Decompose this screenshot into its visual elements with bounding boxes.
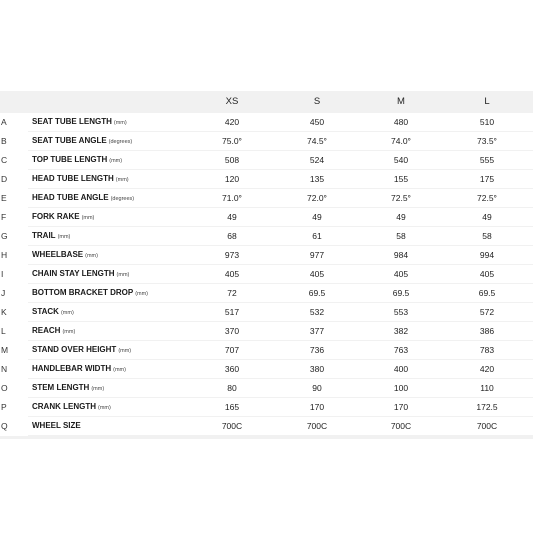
value-cell-s: 61 bbox=[312, 231, 322, 241]
table-row bbox=[0, 398, 533, 417]
value-cell-l: 783 bbox=[479, 345, 495, 355]
measurement-name bbox=[32, 398, 111, 416]
value-cell-l: 72.5° bbox=[477, 193, 497, 203]
value-cell-l: 110 bbox=[480, 383, 494, 393]
measurement-name bbox=[32, 189, 134, 207]
value-cell-s: 90 bbox=[312, 383, 322, 393]
value-cell-xs: 75.0° bbox=[222, 136, 242, 146]
value-cell-m: 400 bbox=[393, 364, 409, 374]
measurement-label: WHEELBASE bbox=[32, 250, 84, 259]
value-cell-m: 405 bbox=[393, 269, 409, 279]
table-row bbox=[0, 417, 533, 436]
measurement-name bbox=[32, 417, 81, 435]
measurement-name bbox=[32, 227, 70, 245]
measurement-label: STACK bbox=[32, 307, 59, 316]
measurement-unit: (mm) bbox=[116, 272, 130, 278]
measurement-unit: (mm) bbox=[91, 386, 105, 392]
value-cell-l: 172.5 bbox=[476, 402, 498, 412]
table-row bbox=[0, 303, 533, 322]
value-cell-l: 175 bbox=[479, 174, 495, 184]
measurement-name bbox=[32, 284, 148, 302]
value-cell-l: 700C bbox=[476, 421, 498, 431]
value-cell-l: 58 bbox=[482, 231, 492, 241]
value-cell-xs: 360 bbox=[224, 364, 240, 374]
measurement-name bbox=[32, 170, 129, 188]
value-cell-s: 700C bbox=[306, 421, 328, 431]
value-cell-m: 553 bbox=[393, 307, 409, 317]
value-cell-xs: 80 bbox=[227, 383, 237, 393]
row-letter: F bbox=[1, 212, 7, 222]
measurement-name bbox=[32, 360, 126, 378]
value-cell-s: 69.5 bbox=[308, 288, 326, 298]
value-cell-m: 49 bbox=[396, 212, 406, 222]
value-cell-s: 405 bbox=[309, 269, 325, 279]
measurement-name bbox=[32, 379, 104, 397]
value-cell-xs: 420 bbox=[224, 117, 240, 127]
value-cell-xs: 165 bbox=[224, 402, 240, 412]
value-cell-xs: 49 bbox=[227, 212, 237, 222]
measurement-name bbox=[32, 246, 98, 264]
measurement-unit: (mm) bbox=[60, 310, 74, 316]
table-row bbox=[0, 284, 533, 303]
measurement-label: CRANK LENGTH bbox=[32, 402, 96, 411]
measurement-name bbox=[32, 151, 122, 169]
value-cell-l: 49 bbox=[482, 212, 492, 222]
measurement-unit: (mm) bbox=[85, 253, 98, 259]
measurement-label: WHEEL SIZE bbox=[32, 421, 81, 430]
measurement-unit: (mm) bbox=[135, 291, 149, 297]
measurement-label: STEM LENGTH bbox=[32, 383, 90, 392]
value-cell-s: 135 bbox=[309, 174, 325, 184]
measurement-label: REACH bbox=[32, 326, 61, 335]
value-cell-s: 72.0° bbox=[307, 193, 327, 203]
size-header-l: L bbox=[484, 96, 490, 107]
value-cell-m: 984 bbox=[393, 250, 409, 260]
measurement-label: SEAT TUBE ANGLE bbox=[32, 136, 107, 145]
table-row bbox=[0, 227, 533, 246]
value-cell-s: 74.5° bbox=[307, 136, 327, 146]
table-row bbox=[0, 170, 533, 189]
measurement-name bbox=[32, 322, 75, 340]
value-cell-s: 49 bbox=[312, 212, 322, 222]
value-cell-s: 380 bbox=[309, 364, 325, 374]
table-row bbox=[0, 113, 533, 132]
size-header-m: M bbox=[397, 96, 405, 107]
value-cell-xs: 370 bbox=[224, 326, 240, 336]
geometry-table bbox=[0, 91, 533, 439]
value-cell-l: 510 bbox=[479, 117, 495, 127]
row-letter: O bbox=[1, 383, 8, 393]
measurement-unit: (degrees) bbox=[110, 196, 135, 202]
table-row bbox=[0, 379, 533, 398]
table-row bbox=[0, 132, 533, 151]
row-letter: P bbox=[1, 402, 7, 412]
value-cell-m: 74.0° bbox=[391, 136, 411, 146]
size-header-s: S bbox=[313, 96, 321, 107]
table-row bbox=[0, 189, 533, 208]
measurement-label: CHAIN STAY LENGTH bbox=[32, 269, 115, 278]
measurement-unit: (mm) bbox=[62, 329, 76, 335]
value-cell-m: 100 bbox=[393, 383, 409, 393]
measurement-unit: (mm) bbox=[109, 158, 123, 164]
measurement-name bbox=[32, 265, 129, 283]
measurement-label: FORK RAKE bbox=[32, 212, 80, 221]
row-letter: E bbox=[1, 193, 7, 203]
row-letter: M bbox=[1, 345, 9, 355]
measurement-name bbox=[32, 303, 74, 321]
value-cell-l: 73.5° bbox=[477, 136, 497, 146]
value-cell-xs: 707 bbox=[224, 345, 240, 355]
value-cell-l: 386 bbox=[479, 326, 495, 336]
value-cell-l: 420 bbox=[479, 364, 495, 374]
measurement-label: SEAT TUBE LENGTH bbox=[32, 117, 112, 126]
row-letter: I bbox=[1, 269, 4, 279]
measurement-unit: (mm) bbox=[98, 405, 111, 411]
table-row bbox=[0, 341, 533, 360]
measurement-name bbox=[32, 208, 94, 226]
row-letter: D bbox=[1, 174, 8, 184]
value-cell-l: 69.5 bbox=[478, 288, 496, 298]
value-cell-xs: 71.0° bbox=[222, 193, 242, 203]
measurement-name bbox=[32, 113, 127, 131]
measurement-unit: (mm) bbox=[113, 367, 126, 373]
value-cell-xs: 973 bbox=[224, 250, 240, 260]
table-row bbox=[0, 265, 533, 284]
measurement-label: HEAD TUBE LENGTH bbox=[32, 174, 114, 183]
table-row bbox=[0, 151, 533, 170]
measurement-label: BOTTOM BRACKET DROP bbox=[32, 288, 134, 297]
value-cell-m: 72.5° bbox=[391, 193, 411, 203]
measurement-label: HANDLEBAR WIDTH bbox=[32, 364, 112, 373]
measurement-label: TOP TUBE LENGTH bbox=[32, 155, 108, 164]
value-cell-xs: 68 bbox=[227, 231, 237, 241]
measurement-unit: (mm) bbox=[81, 215, 95, 221]
value-cell-m: 69.5 bbox=[392, 288, 410, 298]
table-row bbox=[0, 322, 533, 341]
row-letter: Q bbox=[1, 421, 8, 431]
row-letter: B bbox=[1, 136, 7, 146]
size-header-row bbox=[0, 91, 533, 113]
value-cell-m: 155 bbox=[393, 174, 409, 184]
row-letter: H bbox=[1, 250, 8, 260]
measurement-label: TRAIL bbox=[32, 231, 56, 240]
measurement-unit: (degrees) bbox=[108, 139, 133, 145]
value-cell-xs: 517 bbox=[224, 307, 240, 317]
row-letter: A bbox=[1, 117, 7, 127]
row-letter: N bbox=[1, 364, 8, 374]
row-letter: K bbox=[1, 307, 7, 317]
row-letter: G bbox=[1, 231, 8, 241]
value-cell-l: 405 bbox=[479, 269, 495, 279]
measurement-unit: (mm) bbox=[115, 177, 129, 183]
measurement-label: HEAD TUBE ANGLE bbox=[32, 193, 109, 202]
value-cell-l: 572 bbox=[479, 307, 495, 317]
value-cell-s: 736 bbox=[309, 345, 325, 355]
table-row bbox=[0, 208, 533, 227]
value-cell-xs: 700C bbox=[221, 421, 243, 431]
value-cell-s: 450 bbox=[309, 117, 325, 127]
row-letter: C bbox=[1, 155, 8, 165]
row-letter: J bbox=[1, 288, 6, 298]
value-cell-s: 532 bbox=[309, 307, 325, 317]
row-letter: L bbox=[1, 326, 6, 336]
value-cell-m: 58 bbox=[396, 231, 406, 241]
measurement-unit: (mm) bbox=[57, 234, 71, 240]
value-cell-s: 977 bbox=[309, 250, 325, 260]
value-cell-m: 540 bbox=[393, 155, 409, 165]
value-cell-xs: 405 bbox=[224, 269, 240, 279]
value-cell-m: 480 bbox=[393, 117, 409, 127]
value-cell-m: 170 bbox=[393, 402, 409, 412]
value-cell-xs: 508 bbox=[224, 155, 240, 165]
measurement-unit: (mm) bbox=[118, 348, 132, 354]
value-cell-s: 170 bbox=[309, 402, 325, 412]
measurement-unit: (mm) bbox=[113, 120, 127, 126]
measurement-name bbox=[32, 132, 132, 150]
value-cell-m: 700C bbox=[390, 421, 412, 431]
measurement-label: STAND OVER HEIGHT bbox=[32, 345, 117, 354]
value-cell-m: 382 bbox=[393, 326, 409, 336]
table-row bbox=[0, 246, 533, 265]
measurement-name bbox=[32, 341, 131, 359]
value-cell-l: 994 bbox=[479, 250, 495, 260]
value-cell-s: 377 bbox=[309, 326, 325, 336]
value-cell-xs: 72 bbox=[227, 288, 237, 298]
row-letter-cell bbox=[0, 265, 28, 284]
table-row bbox=[0, 360, 533, 379]
value-cell-l: 555 bbox=[479, 155, 495, 165]
value-cell-s: 524 bbox=[309, 155, 325, 165]
size-header-xs: XS bbox=[225, 96, 239, 107]
value-cell-xs: 120 bbox=[224, 174, 240, 184]
value-cell-m: 763 bbox=[393, 345, 409, 355]
